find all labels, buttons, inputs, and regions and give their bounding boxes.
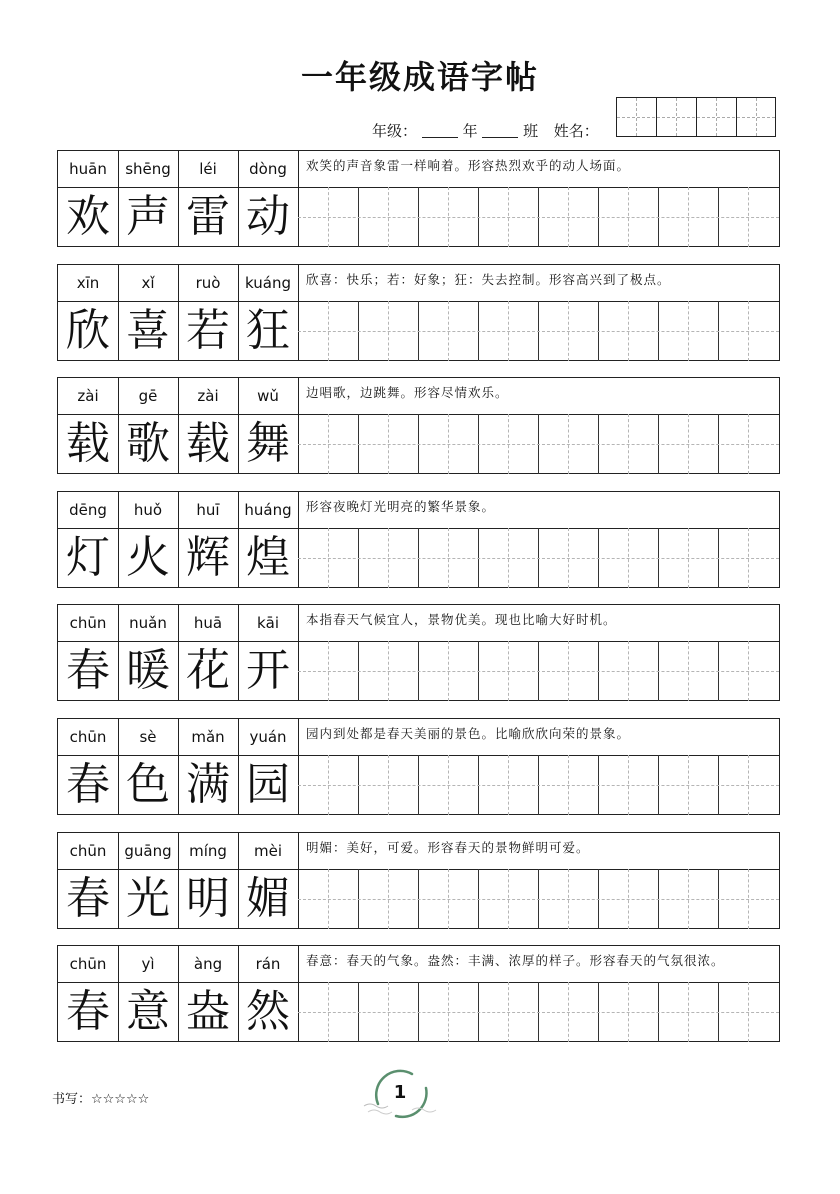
- pinyin: léi: [199, 160, 217, 178]
- hanzi-character: 满: [186, 759, 230, 810]
- hanzi-character: 喜: [126, 305, 170, 356]
- idiom-explanation: 园内到处都是春天美丽的景色。比喻欣欣向荣的景象。: [306, 726, 631, 741]
- hanzi-character: 欣: [66, 305, 110, 356]
- idiom-explanation: 明媚：美好，可爱。形容春天的景物鲜明可爱。: [306, 840, 590, 855]
- idiom-block: [57, 945, 780, 1042]
- class-label: 班: [523, 122, 539, 140]
- idiom-block: [57, 604, 780, 701]
- pinyin: ruò: [195, 274, 221, 292]
- pinyin: xǐ: [141, 274, 155, 292]
- hanzi-character: 春: [66, 986, 110, 1037]
- hanzi-character: 光: [126, 873, 170, 924]
- hanzi-character: 暖: [126, 645, 170, 696]
- name-label: 姓名：: [553, 122, 599, 140]
- pinyin: kāi: [256, 614, 280, 632]
- grade-blank[interactable]: [422, 123, 458, 138]
- pinyin: guāng: [124, 842, 172, 860]
- hanzi-character: 动: [246, 191, 290, 242]
- class-blank[interactable]: [482, 123, 518, 138]
- hanzi-character: 意: [126, 986, 170, 1037]
- idiom-block: [57, 264, 780, 361]
- idiom-explanation: 形容夜晚灯光明亮的繁华景象。: [306, 499, 496, 514]
- pinyin: huǒ: [133, 501, 163, 519]
- name-writing-box[interactable]: [616, 97, 776, 137]
- hanzi-character: 媚: [246, 873, 290, 924]
- hanzi-character: 雷: [186, 191, 230, 242]
- pinyin: gē: [138, 387, 158, 405]
- pinyin: huān: [69, 160, 107, 178]
- hanzi-character: 春: [66, 873, 110, 924]
- hanzi-character: 狂: [246, 305, 290, 356]
- pinyin: shēng: [125, 160, 171, 178]
- pinyin: rán: [255, 955, 281, 973]
- pinyin: chūn: [69, 955, 107, 973]
- pinyin: dēng: [69, 501, 107, 519]
- idiom-explanation: 欣喜：快乐；若：好象；狂：失去控制。形容高兴到了极点。: [306, 272, 671, 287]
- pinyin: yì: [141, 955, 155, 973]
- pinyin: àng: [193, 955, 223, 973]
- hanzi-character: 若: [186, 305, 230, 356]
- pinyin: mèi: [253, 842, 282, 860]
- page-number-badge: [360, 1066, 440, 1122]
- hanzi-character: 歌: [126, 418, 170, 469]
- hanzi-character: 然: [246, 986, 290, 1037]
- hanzi-character: 辉: [186, 532, 230, 583]
- idiom-explanation: 本指春天气候宜人，景物优美。现也比喻大好时机。: [306, 612, 617, 627]
- idiom-explanation: 欢笑的声音象雷一样响着。形容热烈欢乎的动人场面。: [306, 158, 631, 173]
- idiom-block: [57, 150, 780, 247]
- hanzi-character: 盎: [186, 986, 230, 1037]
- grade-label: 年级：: [372, 122, 418, 140]
- pinyin: chūn: [69, 842, 107, 860]
- idiom-explanation: 春意：春天的气象。盎然：丰满、浓厚的样子。形容春天的气氛很浓。: [306, 953, 725, 968]
- hanzi-character: 春: [66, 645, 110, 696]
- pinyin: yuán: [249, 728, 287, 746]
- pinyin: huā: [193, 614, 223, 632]
- pinyin: chūn: [69, 614, 107, 632]
- hanzi-character: 色: [126, 759, 170, 810]
- pinyin: kuáng: [245, 274, 291, 292]
- pinyin: chūn: [69, 728, 107, 746]
- hanzi-character: 载: [66, 418, 110, 469]
- hanzi-character: 载: [186, 418, 230, 469]
- pinyin: mǎn: [191, 728, 225, 746]
- pinyin: zài: [197, 387, 219, 405]
- hanzi-character: 煌: [246, 532, 290, 583]
- pinyin: nuǎn: [129, 614, 167, 632]
- hanzi-character: 园: [246, 759, 290, 810]
- pinyin: huī: [196, 501, 220, 519]
- pinyin: xīn: [76, 274, 100, 292]
- hanzi-character: 火: [126, 532, 170, 583]
- hanzi-character: 舞: [246, 418, 290, 469]
- idiom-explanation: 边唱歌，边跳舞。形容尽情欢乐。: [306, 385, 509, 400]
- hanzi-character: 灯: [66, 532, 110, 583]
- writing-rating: 书写：☆☆☆☆☆: [52, 1092, 150, 1107]
- hanzi-character: 花: [186, 645, 230, 696]
- hanzi-character: 明: [186, 873, 230, 924]
- pinyin: míng: [189, 842, 227, 860]
- idiom-block: [57, 377, 780, 474]
- year-label: 年: [462, 122, 478, 140]
- pinyin: sè: [139, 728, 157, 746]
- page-title: 一年级成语字帖: [300, 58, 539, 96]
- page-number: 1: [393, 1082, 407, 1103]
- idiom-block: [57, 491, 780, 588]
- idiom-block: [57, 718, 780, 815]
- student-info: [372, 120, 599, 141]
- pinyin: huáng: [244, 501, 292, 519]
- hanzi-character: 春: [66, 759, 110, 810]
- hanzi-character: 开: [246, 645, 290, 696]
- pinyin: zài: [77, 387, 99, 405]
- hanzi-character: 欢: [66, 191, 110, 242]
- idiom-block: [57, 832, 780, 929]
- pinyin: dòng: [249, 160, 287, 178]
- pinyin: wǔ: [257, 387, 279, 405]
- hanzi-character: 声: [126, 191, 170, 242]
